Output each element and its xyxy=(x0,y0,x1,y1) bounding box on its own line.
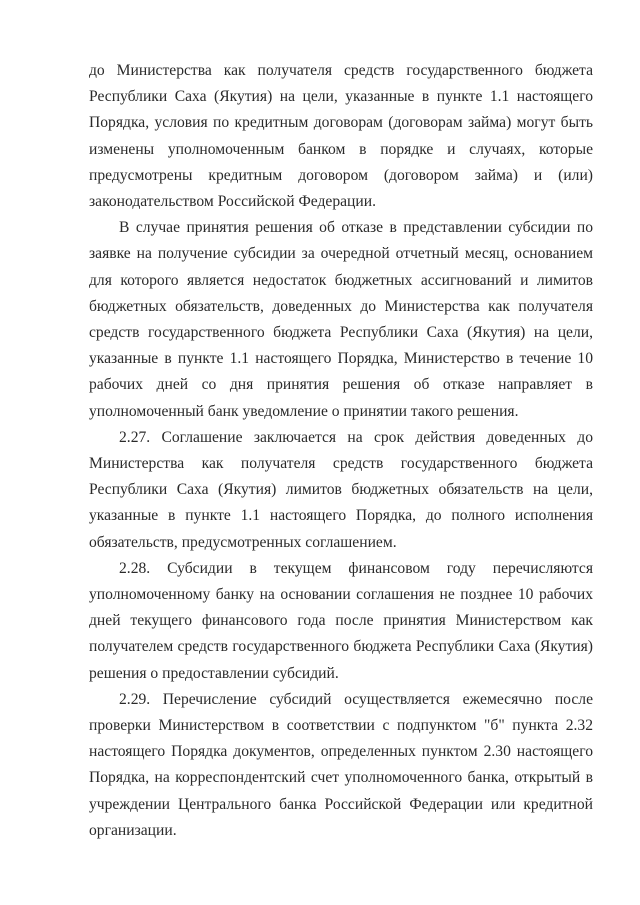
paragraph-clause-2-29: 2.29. Перечисление субсидий осуществляется ежемесячно после проверки Министерством в соответствии с подпунктом "б" пункта 2.32 настоящего Порядка документов, определенных пунктом 2.30 настоящего Порядка, на корреспондентский счет уполномоченного банка, открытый в учреждении Центрального банка Российской Федерации или кредитной организации. xyxy=(89,690,593,839)
document-body xyxy=(89,58,593,844)
paragraph-continuation: до Министерства как получателя средств государственного бюджета Республики Саха (Якутия) на цели, указанные в пункте 1.1 настоящего Порядка, условия по кредитным договорам (договорам займа) могут быть изменены уполномоченным банком в порядке и случаях, которые предусмотрены кредитным договором (договором займа) и (или) законодательством Российской Федерации. xyxy=(89,62,593,211)
paragraph-clause-2-27: 2.27. Соглашение заключается на срок действия доведенных до Министерства как получателя средств государственного бюджета Республики Саха (Якутия) лимитов бюджетных обязательств на цели, указанные в пункте 1.1 настоящего Порядка, до полного исполнения обязательств, предусмотренных соглашением. xyxy=(89,428,593,551)
paragraph-refusal-notice: В случае принятия решения об отказе в представлении субсидии по заявке на получение субсидии за очередной отчетный месяц, основанием для которого является недостаток бюджетных ассигнований и лимитов бюджетных обязательств, доведенных до Министерства как получателя средств государственного бюджета Республики Саха (Якутия) на цели, указанные в пункте 1.1 настоящего Порядка, Министерство в течение 10 рабочих дней со дня принятия решения об отказе направляет в уполномоченный банк уведомление о принятии такого решения. xyxy=(89,219,593,420)
paragraph-clause-2-28: 2.28. Субсидии в текущем финансовом году перечисляются уполномоченному банку на основании соглашения не позднее 10 рабочих дней текущего финансового года после принятия Министерством как получателем средств государственного бюджета Республики Саха (Якутия) решения о предоставлении субсидий. xyxy=(89,559,593,682)
